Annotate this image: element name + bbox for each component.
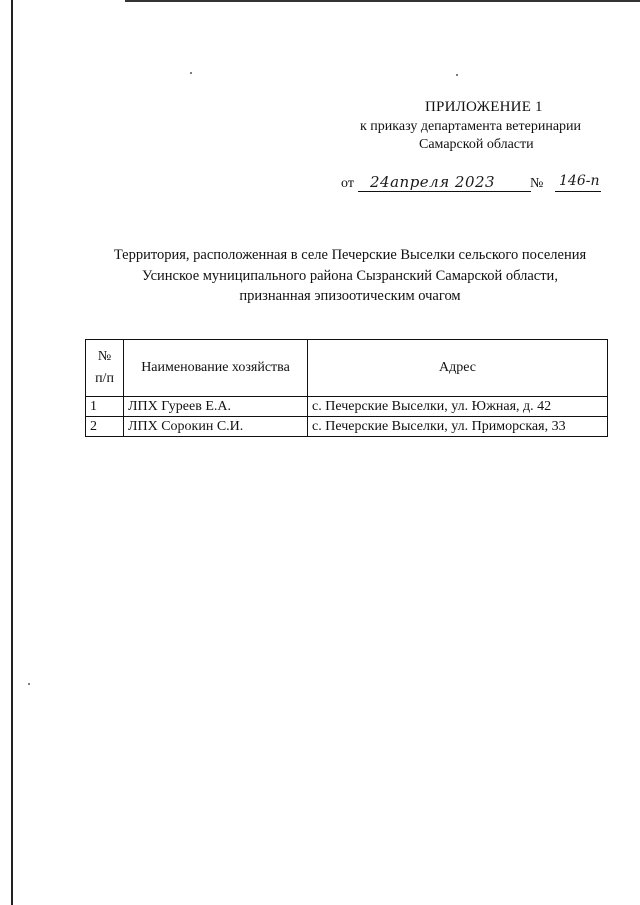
header-number-symbol: №: [97, 349, 112, 364]
scan-speck: [28, 683, 30, 685]
scan-speck: [456, 74, 458, 76]
appendix-subtitle-line2: Самарской области: [419, 137, 534, 152]
cell-address: с. Печерские Выселки, ул. Южная, д. 42: [308, 397, 608, 417]
document-heading: [60, 245, 640, 307]
order-number-handwritten: 146-п: [555, 173, 601, 192]
table-header-row: [86, 340, 608, 397]
table-row: [86, 397, 608, 417]
cell-address: с. Печерские Выселки, ул. Приморская, 33: [308, 417, 608, 437]
appendix-title: ПРИЛОЖЕНИЕ 1: [425, 99, 543, 115]
heading-line2: Усинское муниципального района Сызранский Самарской области,: [142, 267, 558, 284]
header-number-pp: п/п: [95, 371, 114, 386]
appendix-subtitle-line1: к приказу департамента ветеринарии: [360, 119, 582, 134]
cell-household-name: ЛПХ Сорокин С.И.: [124, 417, 308, 437]
order-date-label: от: [341, 176, 354, 191]
heading-line1: Территория, расположенная в селе Печерские Выселки сельского поселения: [113, 247, 587, 263]
heading-line3: признанная эпизоотическим очагом: [239, 288, 461, 304]
table-row: [86, 417, 608, 437]
cell-number: 1: [86, 397, 124, 417]
cell-household-name: ЛПХ Гуреев Е.А.: [124, 397, 308, 417]
header-household-name: Наименование хозяйства: [124, 340, 308, 397]
header-address: Адрес: [308, 340, 608, 397]
header-number: [86, 340, 124, 397]
scan-border-left: [11, 0, 13, 905]
order-reference: [341, 173, 611, 197]
cell-number: 2: [86, 417, 124, 437]
scan-border-top: [125, 0, 640, 2]
order-number-label: №: [530, 176, 544, 191]
households-table: [85, 339, 608, 437]
order-date-handwritten: 24апреля 2023: [358, 173, 531, 192]
scan-speck: [190, 72, 192, 74]
